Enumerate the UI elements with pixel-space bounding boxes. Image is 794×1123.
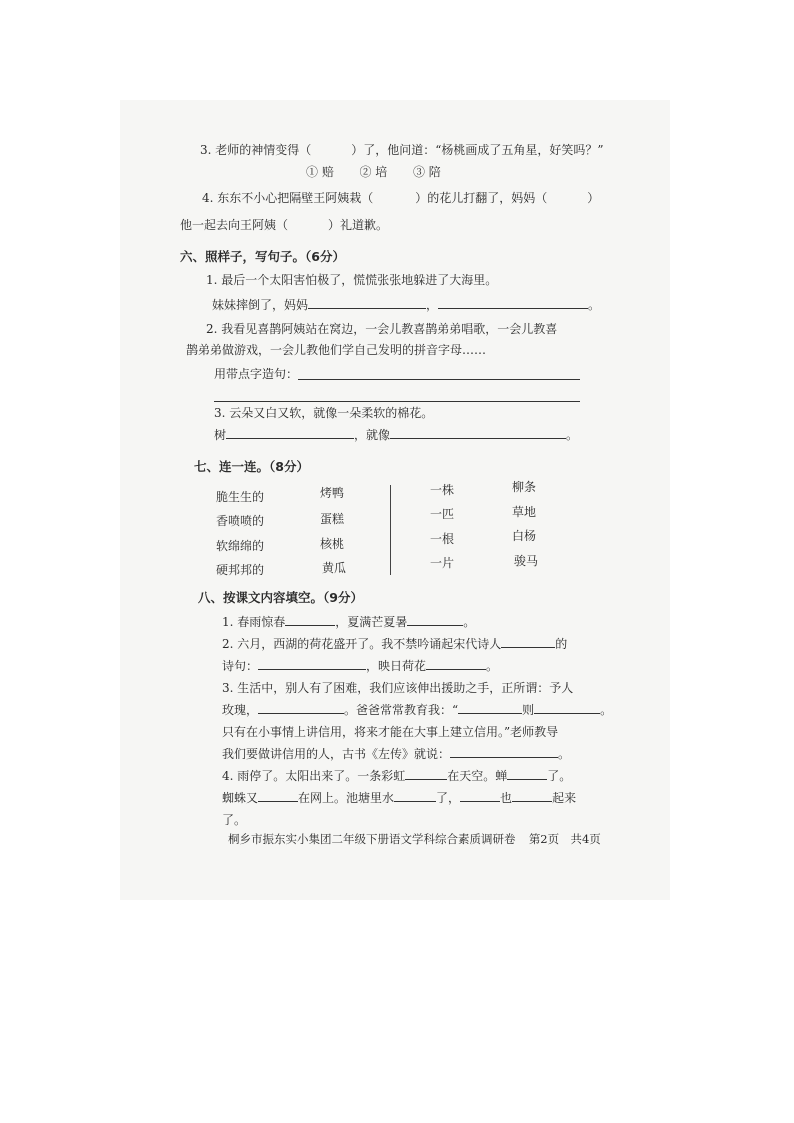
- q4-text-e: ）礼道歉。: [328, 218, 389, 232]
- q3-option-1: ① 赔: [306, 165, 334, 179]
- match-right-noun-1: 柳条: [512, 480, 537, 494]
- s8-item4-a: 4. 雨停了。太阳出来了。一条彩虹: [222, 769, 406, 783]
- match-right-measure-1: 一株: [430, 483, 455, 497]
- item3-fill-end: 。: [566, 428, 579, 442]
- item1-fill-text-b: ，: [426, 298, 439, 312]
- footer-total-pages: 共4页: [570, 832, 601, 846]
- q3-option-3: ③ 陪: [412, 165, 441, 179]
- section8-item2-line1: [222, 637, 567, 651]
- match-right-measure-4: 一片: [430, 556, 455, 570]
- s8-item3-blank-3[interactable]: [534, 703, 600, 714]
- match-divider: [390, 485, 391, 575]
- match-left-3: 软绵绵的: [216, 539, 265, 553]
- item1-blank-1[interactable]: [308, 298, 426, 309]
- q3-option-2: ② 培: [359, 165, 388, 179]
- match-left-4: 硬邦邦的: [216, 563, 265, 577]
- match-left-noun-1: 烤鸭: [320, 486, 345, 500]
- item3-fill-text-b: ，就像: [354, 428, 391, 442]
- match-left-noun-2: 蛋糕: [320, 512, 345, 526]
- q4-text-c: ）: [587, 191, 600, 205]
- s8-item2-e: 。: [486, 659, 499, 673]
- item1-fill-text-a: 妹妹摔倒了，妈妈: [212, 298, 309, 312]
- q4-line2: [180, 218, 388, 232]
- s8-item4-blank-5[interactable]: [460, 791, 500, 802]
- section6-heading: 六、照样子，写句子。（6分）: [180, 249, 345, 264]
- section8-item3-line4: [222, 747, 570, 761]
- s8-item3-c: 则: [522, 703, 535, 717]
- q4-text-d: 他一起去向王阿姨（: [180, 218, 289, 232]
- s8-item4-d: 蜘蛛又: [222, 791, 259, 805]
- s8-item4-blank-1[interactable]: [405, 769, 447, 780]
- q4-text-a: 4. 东东不小心把隔壁王阿姨栽（: [202, 191, 374, 205]
- match-right-measure-3: 一根: [430, 532, 455, 546]
- s8-item3-a: 玫瑰，: [222, 703, 259, 717]
- s8-item2-c: 诗句：: [222, 659, 259, 673]
- s8-item4-b: 在天空。蝉: [447, 769, 508, 783]
- item1-fill-end: 。: [588, 298, 601, 312]
- item3-fill-text-a: 树: [214, 428, 227, 442]
- s8-item4-blank-6[interactable]: [512, 791, 552, 802]
- match-right-noun-4: 骏马: [514, 554, 539, 568]
- section8-item1: [222, 615, 475, 629]
- section6-item1: 1. 最后一个太阳害怕极了，慌慌张张地躲进了大海里。: [206, 273, 498, 287]
- s8-item4-blank-2[interactable]: [507, 769, 547, 780]
- section8-item4-line2: [222, 791, 576, 805]
- section6-item2-line2: 鹊弟弟做游戏，一会儿教他们学自己发明的拼音字母……: [186, 343, 487, 357]
- s8-item4-c: 了。: [547, 769, 572, 783]
- section6-item2-prompt: 用带点字造句：: [214, 367, 299, 381]
- q3-options: [306, 165, 441, 179]
- q4-text-b: ）的花儿打翻了，妈妈（: [415, 191, 548, 205]
- s8-item1-blank-2[interactable]: [407, 615, 463, 626]
- match-left-noun-3: 核桃: [320, 537, 345, 551]
- s8-item2-d: ，映日荷花: [366, 659, 427, 673]
- section7-heading: 七、连一连。（8分）: [194, 459, 309, 474]
- item3-blank-1[interactable]: [226, 428, 354, 439]
- section8-item3-line2: [222, 703, 612, 717]
- match-right-measure-2: 一匹: [430, 507, 455, 521]
- s8-item4-g: 也: [500, 791, 513, 805]
- item1-blank-2[interactable]: [438, 298, 588, 309]
- match-left-noun-4: 黄瓜: [322, 561, 347, 575]
- s8-item1-a: 1. 春雨惊春: [222, 615, 286, 629]
- s8-item3-blank-4[interactable]: [450, 747, 558, 758]
- q3-text-a: 3. 老师的神情变得（: [200, 143, 312, 157]
- match-left-1: 脆生生的: [216, 490, 265, 504]
- s8-item1-blank-1[interactable]: [285, 615, 335, 626]
- s8-item1-b: ，夏满芒夏暑: [335, 615, 408, 629]
- s8-item2-blank-3[interactable]: [426, 659, 486, 670]
- q3-text-b: ）了，他问道：“杨桃画成了五角星，好笑吗？”: [351, 143, 604, 157]
- s8-item1-c: 。: [463, 615, 476, 629]
- item3-blank-2[interactable]: [390, 428, 566, 439]
- s8-item4-h: 起来: [552, 791, 577, 805]
- s8-item4-e: 在网上。池塘里水: [298, 791, 395, 805]
- match-right-noun-3: 白杨: [512, 529, 537, 543]
- s8-item3-blank-2[interactable]: [458, 703, 522, 714]
- s8-item2-blank-1[interactable]: [501, 637, 555, 648]
- footer-title: 桐乡市振东实小集团二年级下册语文学科综合素质调研卷: [228, 832, 516, 846]
- s8-item3-blank-1[interactable]: [258, 703, 344, 714]
- s8-item4-blank-3[interactable]: [258, 791, 298, 802]
- section6-item3-fill: [214, 428, 578, 442]
- section8-item4-line3: 了。: [222, 813, 247, 827]
- section8-item2-line2: [222, 659, 498, 673]
- s8-item3-e: 我们要做讲信用的人，古书《左传》就说：: [222, 747, 451, 761]
- item2-answer-line-2[interactable]: [214, 401, 580, 402]
- s8-item3-d: 。: [600, 703, 613, 717]
- s8-item2-b: 的: [555, 637, 568, 651]
- q3-line: [200, 143, 604, 157]
- section6-item1-fill: [212, 298, 600, 312]
- section6-item2-line1: 2. 我看见喜鹊阿姨站在窝边，一会儿教喜鹊弟弟唱歌，一会儿教喜: [206, 322, 558, 336]
- section8-heading: 八、按课文内容填空。（9分）: [198, 590, 363, 605]
- section6-item3: 3. 云朵又白又软，就像一朵柔软的棉花。: [214, 406, 434, 420]
- item2-answer-line-1[interactable]: [298, 379, 580, 380]
- match-right-noun-2: 草地: [512, 505, 537, 519]
- section8-item4-line1: [222, 769, 571, 783]
- s8-item2-blank-2[interactable]: [258, 659, 366, 670]
- s8-item4-blank-4[interactable]: [394, 791, 436, 802]
- s8-item2-a: 2. 六月，西湖的荷花盛开了。我不禁吟诵起宋代诗人: [222, 637, 502, 651]
- s8-item3-f: 。: [558, 747, 571, 761]
- s8-item3-b: 。爸爸常常教育我：“: [344, 703, 459, 717]
- match-left-2: 香喷喷的: [216, 514, 265, 528]
- page-footer: [228, 832, 601, 846]
- footer-page-number: 第2页: [528, 832, 560, 846]
- section8-item3-line1: 3. 生活中，别人有了困难，我们应该伸出援助之手，正所谓：予人: [222, 681, 574, 695]
- section8-item3-line3: 只有在小事情上讲信用，将来才能在大事上建立信用。”老师教导: [222, 725, 559, 739]
- s8-item4-f: 了，: [436, 791, 461, 805]
- q4-line1: [202, 191, 599, 205]
